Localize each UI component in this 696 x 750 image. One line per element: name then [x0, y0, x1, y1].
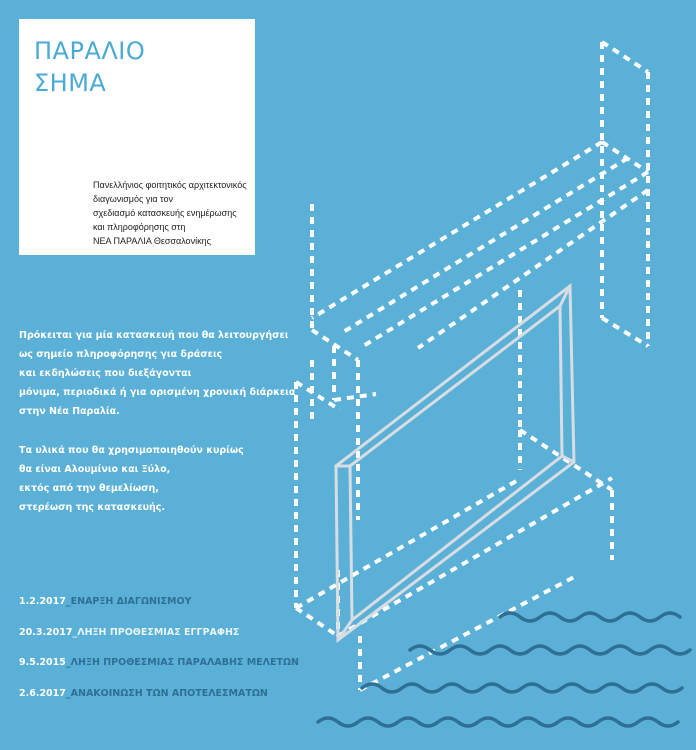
description-line: ως σημείο πληροφόρησης για δράσεις: [19, 349, 223, 360]
timeline-item: [19, 596, 339, 627]
waves: [318, 613, 690, 726]
description-line: μόνιμα, περιοδικά ή για ορισμένη χρονική διάρκεια: [19, 387, 296, 398]
timeline: [19, 596, 339, 718]
frame-panel: [336, 286, 574, 640]
description-line: θα είναι Αλουμίνιο και Ξύλο,: [19, 464, 171, 475]
description: [19, 326, 319, 517]
timeline-date: 1.2.2017: [19, 596, 66, 607]
timeline-label: _ΛΗΞΗ ΠΡΟΘΕΣΜΙΑΣ ΠΑΡΑΛΑΒΗΣ ΜΕΛΕΤΩΝ: [65, 657, 299, 668]
timeline-date: 9.5.2015: [19, 657, 66, 668]
description-line: Πρόκειται για μία κατασκευή που θα λειτουργήσει: [19, 330, 289, 341]
timeline-label: _ΑΝΑΚΟΙΝΩΣΗ ΤΩΝ ΑΠΟΤΕΛΕΣΜΑΤΩΝ: [65, 687, 268, 699]
description-line: Τα υλικά που θα χρησιμοποιηθούν κυρίως: [19, 445, 244, 456]
timeline-item: [19, 627, 339, 658]
timeline-label: _ΕΝΑΡΞΗ ΔΙΑΓΩΝΙΣΜΟΥ: [65, 596, 192, 607]
description-line: στην Νέα Παραλία.: [19, 406, 120, 417]
title-line-2: ΣΗΜΑ: [34, 69, 107, 97]
timeline-item: [19, 688, 339, 719]
dashed-structure: [296, 42, 648, 690]
title-line-1: ΠΑΡΑΛΙΟ: [34, 37, 146, 65]
subtitle-line: και πληροφόρησης στη: [93, 222, 186, 232]
timeline-date: 20.3.2017: [19, 626, 73, 638]
subtitle-line: διαγωνισμός για τον: [93, 194, 173, 204]
timeline-item: [19, 657, 339, 688]
subtitle-line: Πανελλήνιος φοιτητικός αρχιτεκτονικός: [93, 180, 247, 190]
timeline-label: _ΛΗΞΗ ΠΡΟΘΕΣΜΙΑΣ ΕΓΓΡΑΦΗΣ: [72, 626, 240, 638]
description-line: και εκδηλώσεις που διεξάγονται: [19, 368, 192, 379]
description-line: εκτός από την θεμελίωση,: [19, 483, 159, 494]
subtitle-line: ΝΕΑ ΠΑΡΑΛΙΑ Θεσσαλονίκης: [93, 236, 211, 246]
description-line: στερέωση της κατασκευής.: [19, 502, 166, 513]
timeline-date: 2.6.2017: [19, 687, 66, 699]
subtitle-line: σχεδιασμό κατασκευής ενημέρωσης: [93, 208, 237, 218]
